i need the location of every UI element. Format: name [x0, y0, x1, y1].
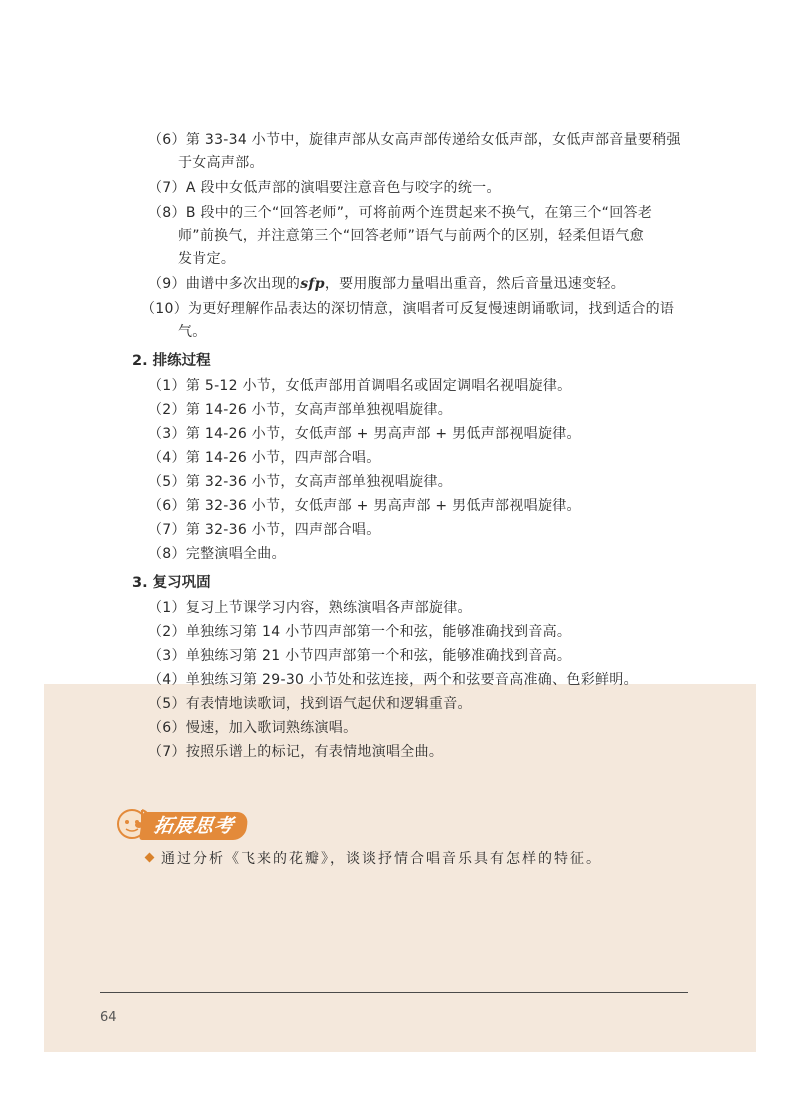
list-item: （6）慢速，加入歌词熟练演唱。	[148, 720, 358, 736]
list-item: （6）第 32-36 小节，女低声部 + 男高声部 + 男低声部视唱旋律。	[148, 498, 581, 514]
list-item: （7）A 段中女低声部的演唱要注意音色与咬字的统一。	[148, 180, 501, 196]
dynamic-marking: sfp	[300, 276, 325, 292]
list-item: （7）第 32-36 小节，四声部合唱。	[148, 522, 381, 538]
diamond-bullet-icon	[145, 853, 155, 863]
list-item: （4）单独练习第 29-30 小节处和弦连接，两个和弦要音高准确、色彩鲜明。	[148, 672, 638, 688]
section-heading-rehearsal: 2. 排练过程	[132, 353, 211, 369]
list-item-continuation: 发肯定。	[178, 251, 236, 267]
list-item: （3）第 14-26 小节，女低声部 + 男高声部 + 男低声部视唱旋律。	[148, 426, 581, 442]
list-item: （2）单独练习第 14 小节四声部第一个和弦，能够准确找到音高。	[148, 624, 572, 640]
extension-thinking-item: 通过分析《飞来的花瓣》，谈谈抒情合唱音乐具有怎样的特征。	[146, 848, 602, 870]
list-item-continuation: 于女高声部。	[178, 155, 264, 171]
list-item: （3）单独练习第 21 小节四声部第一个和弦，能够准确找到音高。	[148, 648, 572, 664]
page-number: 64	[100, 1010, 117, 1025]
list-item: （9）曲谱中多次出现的sfp，要用腹部力量唱出重音，然后音量迅速变轻。	[148, 276, 626, 292]
list-item: （4）第 14-26 小节，四声部合唱。	[148, 450, 381, 466]
list-item-continuation: 师”前换气，并注意第三个“回答老师”语气与前两个的区别，轻柔但语气愈	[178, 228, 644, 244]
list-item: （1）第 5-12 小节，女低声部用首调唱名或固定调唱名视唱旋律。	[148, 378, 572, 394]
extension-thinking-title: 拓展思考	[139, 812, 249, 840]
list-item: （2）第 14-26 小节，女高声部单独视唱旋律。	[148, 402, 452, 418]
list-item: （6）第 33-34 小节中，旋律声部从女高声部传递给女低声部，女低声部音量要稍强	[148, 132, 681, 148]
list-item: （10）为更好理解作品表达的深切情意，演唱者可反复慢速朗诵歌词，找到适合的语	[141, 301, 675, 317]
list-item: （5）第 32-36 小节，女高声部单独视唱旋律。	[148, 474, 452, 490]
list-item: （7）按照乐谱上的标记，有表情地演唱全曲。	[148, 744, 444, 760]
list-item: （1）复习上节课学习内容，熟练演唱各声部旋律。	[148, 600, 472, 616]
list-item: （8）B 段中的三个“回答老师”，可将前两个连贯起来不换气，在第三个“回答老	[148, 205, 653, 221]
section-heading-review: 3. 复习巩固	[132, 575, 211, 591]
footer-divider	[100, 992, 688, 993]
list-item-continuation: 气。	[178, 324, 207, 340]
list-item: （8）完整演唱全曲。	[148, 546, 286, 562]
list-item: （5）有表情地读歌词，找到语气起伏和逻辑重音。	[148, 696, 472, 712]
